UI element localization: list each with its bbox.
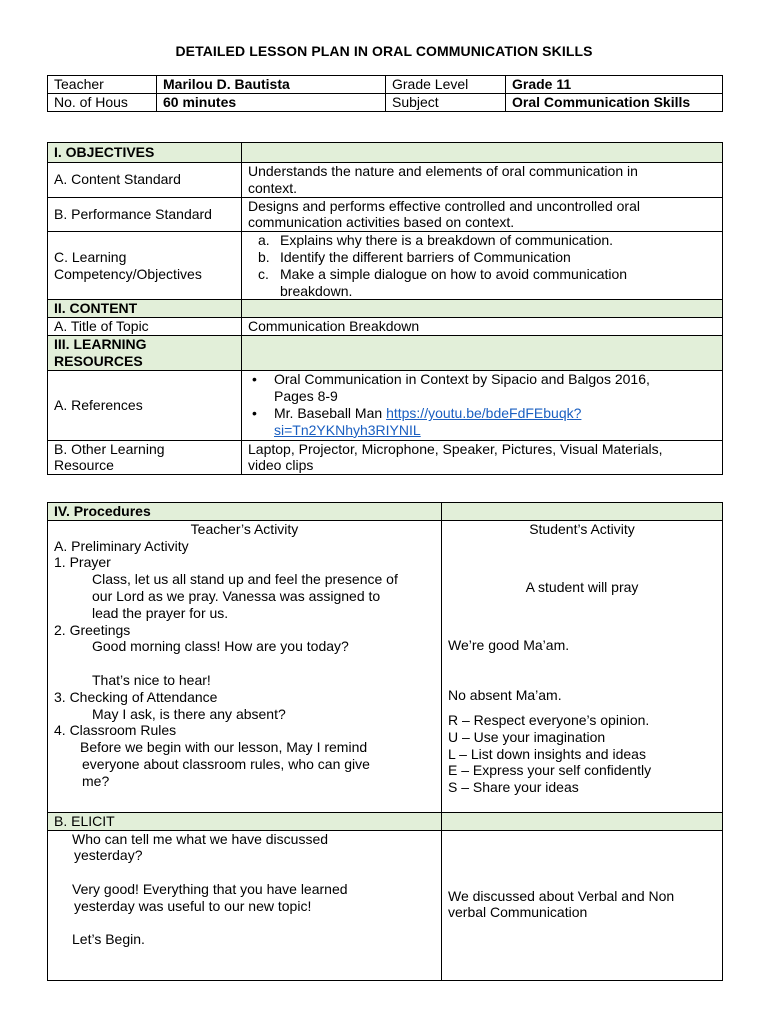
teacher-line: That’s nice to hear! [92,671,211,688]
reference-item [248,371,716,405]
teacher-activity-header: Teacher’s Activity [190,520,299,537]
competency-item [248,232,716,249]
classroom-rule: E – Express your self confidently [448,762,652,779]
teacher-value: Marilou D. Bautista [157,76,386,94]
video-link[interactable]: si=Tn2YKNhyh3RIYNIL [274,421,421,438]
elicit-student-cell [442,830,723,980]
resources-heading-blank [242,335,723,370]
content-standard-label: A. Content Standard [48,163,242,198]
competency-label-line: Competency/Objectives [54,265,202,282]
procedures-heading: IV. Procedures [48,503,442,521]
grade-label: Grade Level [386,76,506,94]
competency-item [248,249,716,266]
teacher-line: Class, let us all stand up and feel the presence of [92,571,398,588]
resources-heading-line: RESOURCES [54,352,143,369]
performance-standard-value [242,197,723,232]
other-resources-label-line: Resource [54,457,114,474]
bullet-icon: • [252,405,257,422]
topic-label: A. Title of Topic [48,318,242,336]
elicit-student-line: We discussed about Verbal and Non [448,887,675,904]
topic-value: Communication Breakdown [242,318,723,336]
elicit-heading: B. ELICIT [48,812,442,830]
student-response: We’re good Ma’am. [448,637,570,654]
teacher-line: our Lord as we pray. Vanessa was assigned to [92,587,381,604]
header-info-table [47,75,723,112]
reference-text: Oral Communication in Context by Sipacio and Balgos 2016, [274,371,650,388]
list-marker: b. [258,248,270,265]
teacher-line: 1. Prayer [54,554,111,571]
other-resources-line: Laptop, Projector, Microphone, Speaker, Pictures, Visual Materials, [248,440,663,457]
competency-text: Make a simple dialogue on how to avoid communication [280,265,628,282]
content-heading-blank [242,300,723,318]
bullet-icon: • [252,371,257,388]
grade-value: Grade 11 [506,76,723,94]
elicit-teacher-line: Very good! Everything that you have learned [72,880,348,897]
elicit-teacher-line: yesterday was useful to our new topic! [74,897,312,914]
reference-text: Mr. Baseball Man [274,405,387,422]
list-marker: a. [258,232,270,249]
student-response: No absent Ma’am. [448,687,562,704]
list-marker: c. [258,265,269,282]
teacher-line: 2. Greetings [54,621,131,638]
resources-heading [48,335,242,370]
elicit-heading-blank [442,812,723,830]
classroom-rule: S – Share your ideas [448,779,579,796]
other-resources-label-line: B. Other Learning [54,440,165,457]
lesson-plan-table [47,142,723,475]
content-heading: II. CONTENT [48,300,242,318]
classroom-rule: R – Respect everyone’s opinion. [448,711,650,728]
elicit-blank-line [72,864,435,881]
teacher-line: everyone about classroom rules, who can give [82,755,370,772]
objectives-heading-blank [242,143,723,163]
classroom-rule: U – Use your imagination [448,728,606,745]
references-label: A. References [48,370,242,440]
performance-standard-line: Designs and performs effective controlled and uncontrolled oral [248,197,640,214]
teacher-activity-cell [48,520,442,812]
student-activity-cell [442,520,723,812]
teacher-line: lead the prayer for us. [92,604,229,621]
other-resources-value [242,440,723,475]
competency-text: breakdown. [280,282,353,299]
elicit-teacher-cell [48,830,442,980]
competency-list [248,232,716,299]
elicit-teacher-line: yesterday? [74,847,143,864]
performance-standard-line: communication activities based on context. [248,214,515,231]
content-standard-line: context. [248,179,298,196]
teacher-line: May I ask, is there any absent? [92,705,286,722]
other-resources-line: video clips [248,457,314,474]
teacher-line: Good morning class! How are you today? [92,638,349,655]
procedures-heading-blank [442,503,723,521]
other-resources-label [48,440,242,475]
procedures-table [47,502,723,981]
teacher-line: 3. Checking of Attendance [54,688,218,705]
competency-text: Explains why there is a breakdown of communication. [280,232,614,249]
objectives-heading: I. OBJECTIVES [48,143,242,163]
student-response: A student will pray [525,578,639,595]
teacher-line: Before we begin with our lesson, May I remind [80,739,368,756]
page-title: DETAILED LESSON PLAN IN ORAL COMMUNICATION SKILLS [175,43,593,59]
performance-standard-label: B. Performance Standard [48,197,242,232]
elicit-student-line: verbal Communication [448,904,588,921]
content-standard-value [242,163,723,198]
elicit-blank-line [72,915,435,932]
video-link[interactable]: https://youtu.be/bdeFdFEbuqk? [386,405,582,422]
reference-item [248,405,716,439]
content-standard-line: Understands the nature and elements of oral communication in [248,163,638,179]
competency-label-line: C. Learning [54,248,127,265]
elicit-teacher-line: Let’s Begin. [72,931,145,948]
classroom-rule: L – List down insights and ideas [448,745,646,762]
references-list [248,371,716,438]
student-activity-header: Student’s Activity [529,520,635,537]
elicit-teacher-line: Who can tell me what we have discussed [72,830,329,847]
hours-value: 60 minutes [157,93,386,111]
competency-item [248,266,716,300]
teacher-line-blank [54,655,435,672]
references-cell [242,370,723,440]
reference-text: Pages 8-9 [274,388,338,405]
resources-heading-line: III. LEARNING [54,335,147,352]
subject-value: Oral Communication Skills [506,93,723,111]
teacher-line: me? [82,772,110,789]
hours-label: No. of Hous [48,93,157,111]
teacher-label: Teacher [48,76,157,94]
teacher-line: A. Preliminary Activity [54,537,189,554]
competency-text: Identify the different barriers of Communication [280,248,571,265]
competency-label [48,232,242,300]
teacher-line: 4. Classroom Rules [54,722,177,739]
competency-list-cell [242,232,723,300]
subject-label: Subject [386,93,506,111]
